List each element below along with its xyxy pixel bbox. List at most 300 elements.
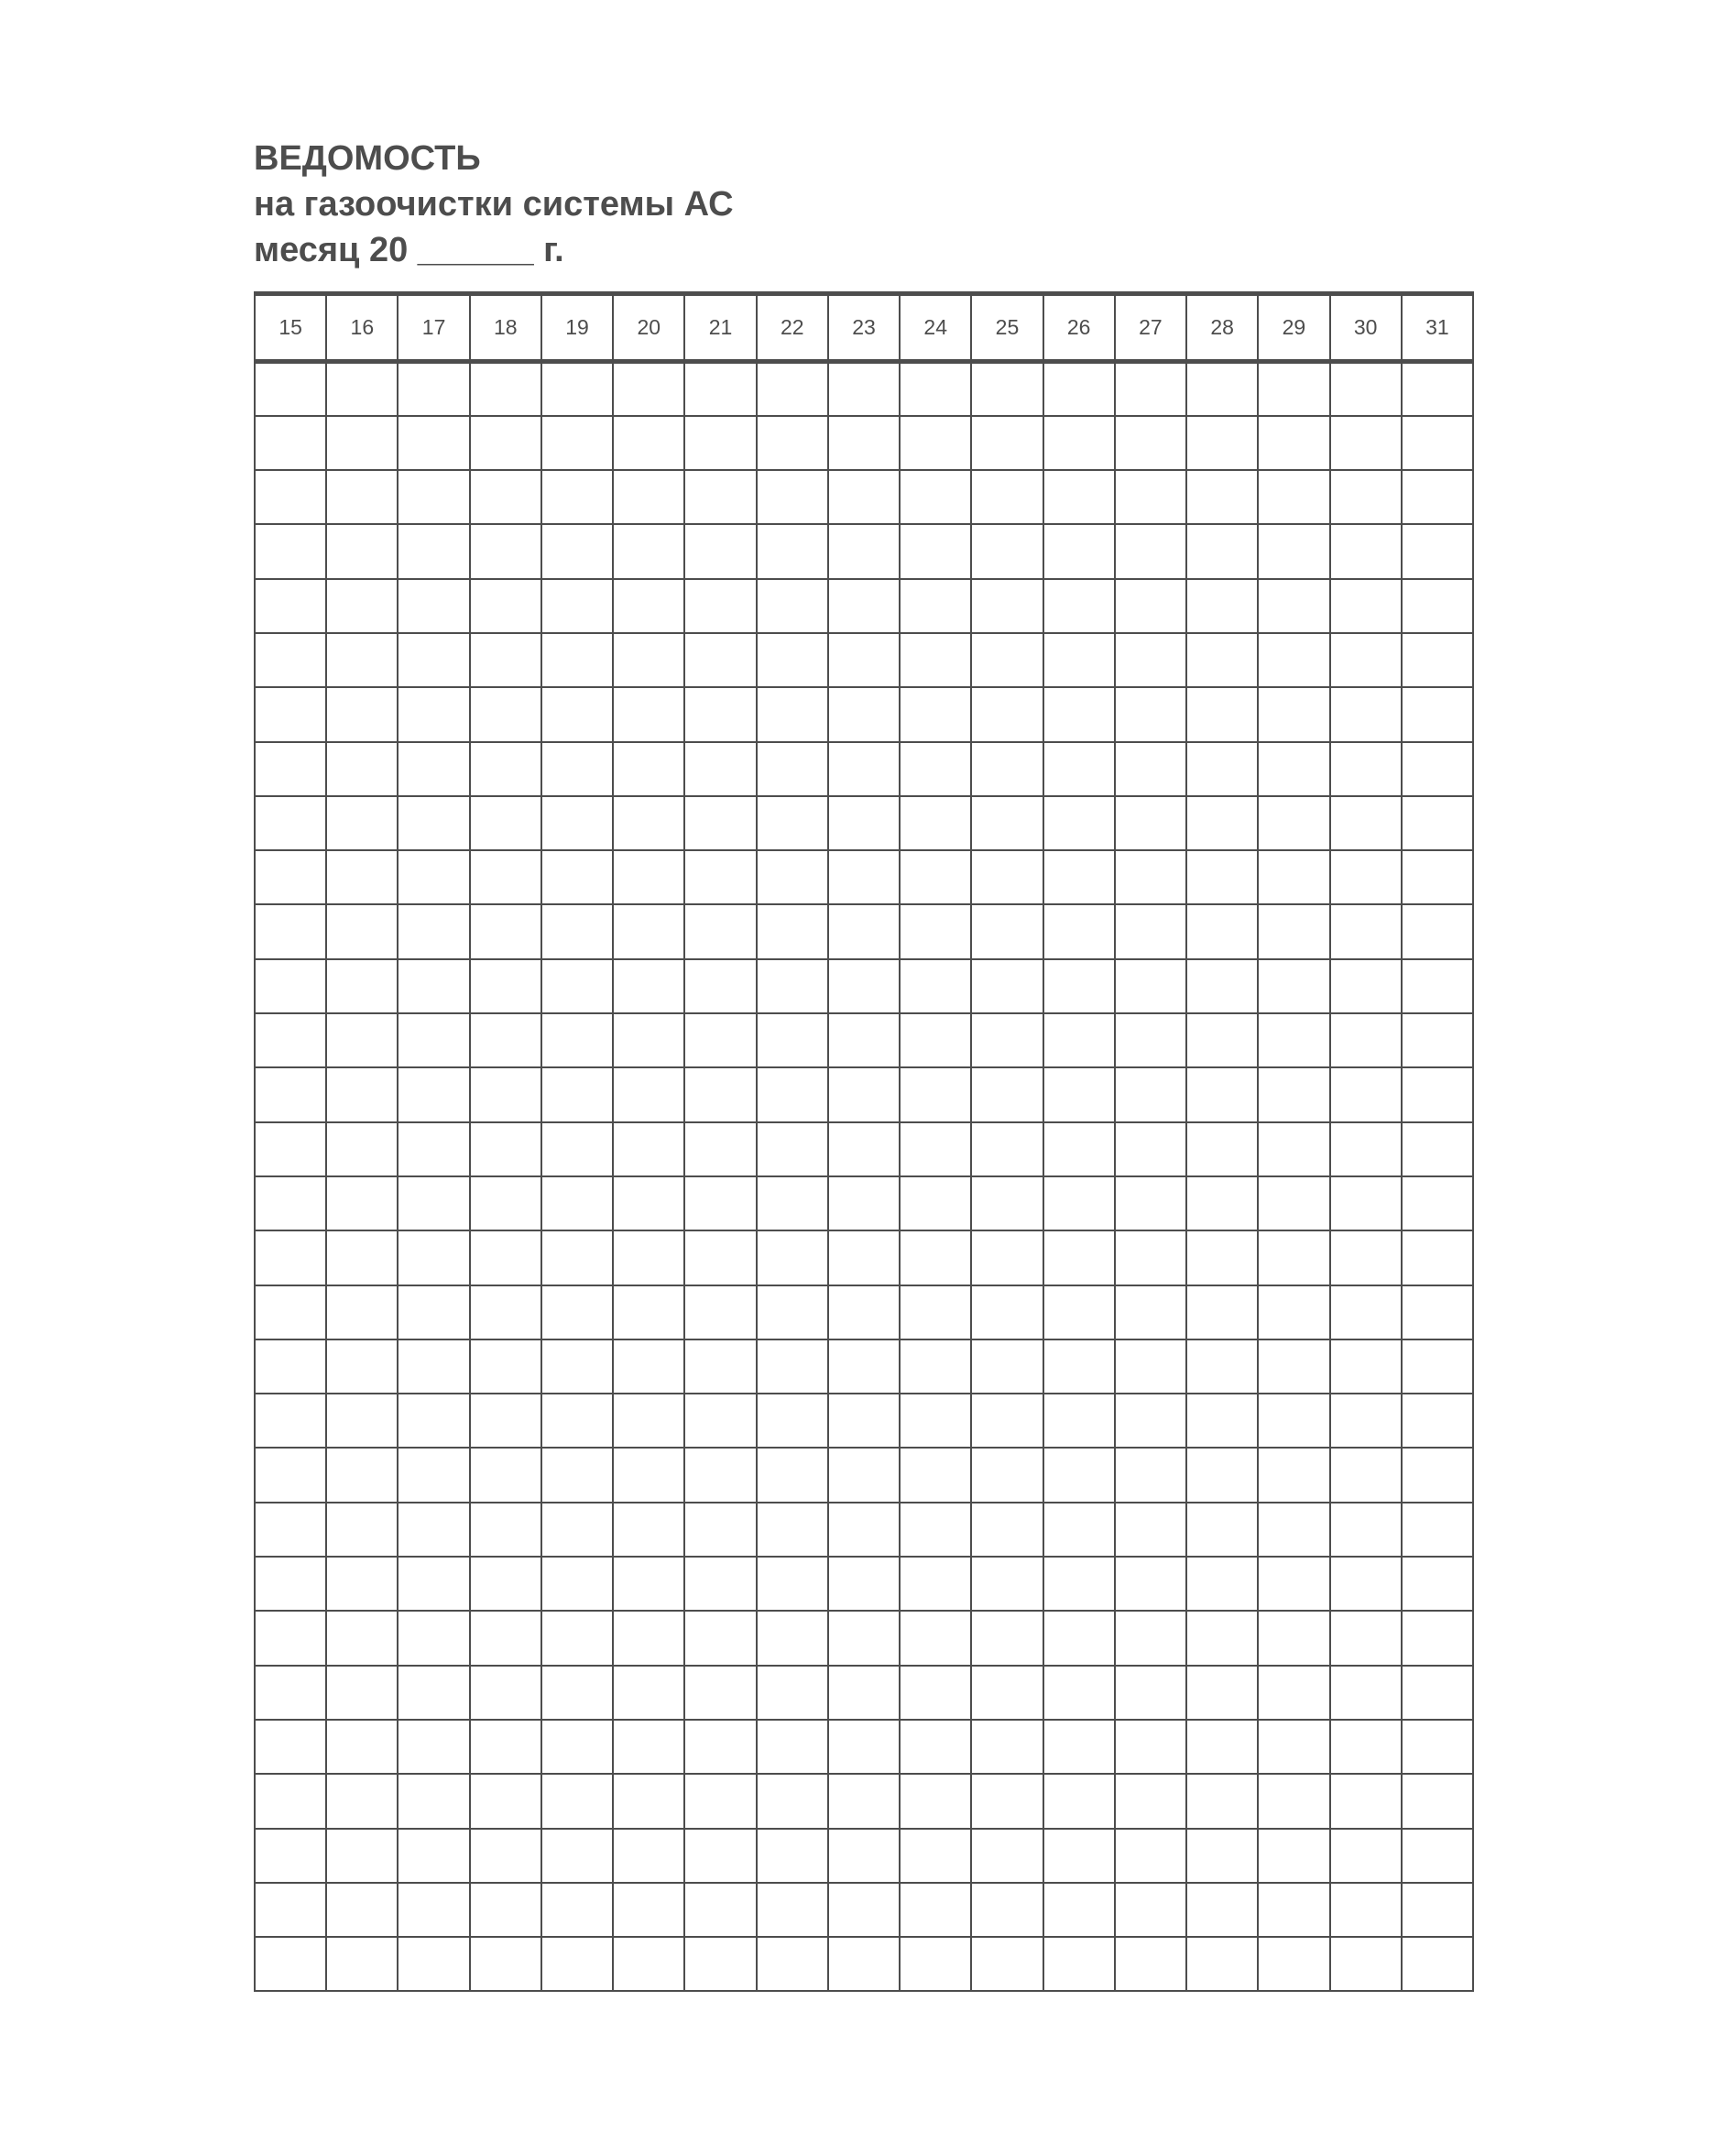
table-cell (971, 687, 1043, 741)
table-cell (1258, 1013, 1329, 1067)
table-cell (255, 687, 326, 741)
column-header-day: 31 (1402, 294, 1473, 362)
table-cell (470, 796, 541, 850)
table-cell (255, 742, 326, 796)
table-cell (398, 416, 469, 470)
table-body (255, 362, 1473, 1992)
table-cell (470, 1503, 541, 1557)
table-cell (470, 1394, 541, 1448)
column-header-day: 30 (1330, 294, 1402, 362)
table-row (255, 1720, 1473, 1774)
table-cell (684, 1122, 756, 1176)
table-cell (684, 362, 756, 416)
table-cell (255, 362, 326, 416)
table-cell (757, 1774, 828, 1828)
table-cell (1402, 1067, 1473, 1121)
table-cell (1186, 687, 1258, 741)
table-cell (684, 1448, 756, 1502)
table-cell (326, 850, 398, 904)
table-cell (255, 1774, 326, 1828)
column-header-day: 28 (1186, 294, 1258, 362)
table-cell (255, 904, 326, 958)
table-cell (1186, 1503, 1258, 1557)
table-cell (398, 1285, 469, 1339)
table-cell (541, 1122, 613, 1176)
table-cell (900, 1774, 971, 1828)
table-row (255, 959, 1473, 1013)
table-cell (1115, 1013, 1186, 1067)
log-table (254, 291, 1474, 1992)
table-cell (613, 579, 684, 633)
table-cell (1186, 1067, 1258, 1121)
column-header-day: 17 (398, 294, 469, 362)
table-cell (900, 796, 971, 850)
table-cell (541, 633, 613, 687)
table-cell (398, 796, 469, 850)
table-cell (828, 1557, 900, 1611)
table-cell (1258, 1339, 1329, 1394)
table-cell (1186, 524, 1258, 578)
table-cell (541, 1829, 613, 1883)
table-cell (398, 470, 469, 524)
table-cell (1043, 1611, 1115, 1665)
table-cell (1402, 416, 1473, 470)
table-cell (757, 1557, 828, 1611)
table-row (255, 416, 1473, 470)
table-cell (828, 1394, 900, 1448)
table-cell (828, 1176, 900, 1230)
table-cell (1115, 904, 1186, 958)
table-cell (1402, 687, 1473, 741)
table-cell (684, 1503, 756, 1557)
table-cell (757, 1666, 828, 1720)
table-cell (828, 633, 900, 687)
table-cell (1402, 1557, 1473, 1611)
table-cell (1330, 742, 1402, 796)
table-cell (971, 1557, 1043, 1611)
table-row (255, 362, 1473, 416)
table-cell (470, 1883, 541, 1937)
table-cell (1186, 1611, 1258, 1665)
table-cell (1330, 1937, 1402, 1991)
table-cell (900, 1503, 971, 1557)
table-cell (541, 524, 613, 578)
table-cell (1330, 1557, 1402, 1611)
table-cell (971, 633, 1043, 687)
table-cell (971, 1666, 1043, 1720)
table-cell (900, 1448, 971, 1502)
table-cell (971, 959, 1043, 1013)
table-cell (541, 1013, 613, 1067)
table-cell (470, 1666, 541, 1720)
table-cell (470, 579, 541, 633)
table-cell (1258, 1611, 1329, 1665)
table-cell (900, 1937, 971, 1991)
table-cell (757, 1829, 828, 1883)
table-cell (1330, 1720, 1402, 1774)
table-cell (1186, 1285, 1258, 1339)
table-cell (1115, 1503, 1186, 1557)
table-cell (1186, 850, 1258, 904)
table-cell (1330, 1394, 1402, 1448)
table-cell (757, 796, 828, 850)
table-cell (398, 1503, 469, 1557)
table-cell (398, 1557, 469, 1611)
table-cell (255, 1720, 326, 1774)
table-cell (1258, 1883, 1329, 1937)
table-cell (1330, 904, 1402, 958)
table-cell (900, 524, 971, 578)
table-cell (470, 959, 541, 1013)
table-cell (757, 904, 828, 958)
table-cell (757, 524, 828, 578)
table-cell (1402, 1448, 1473, 1502)
table-cell (757, 1339, 828, 1394)
table-cell (900, 1394, 971, 1448)
table-cell (613, 1176, 684, 1230)
table-cell (757, 1448, 828, 1502)
table-cell (613, 362, 684, 416)
table-cell (1258, 1067, 1329, 1121)
table-cell (1186, 1339, 1258, 1394)
table-cell (541, 1339, 613, 1394)
table-row (255, 1394, 1473, 1448)
table-cell (613, 1122, 684, 1176)
table-cell (900, 633, 971, 687)
table-cell (971, 1176, 1043, 1230)
table-cell (470, 1067, 541, 1121)
table-cell (326, 524, 398, 578)
table-cell (828, 1883, 900, 1937)
table-cell (1186, 1774, 1258, 1828)
table-cell (684, 904, 756, 958)
table-row (255, 1829, 1473, 1883)
table-cell (900, 687, 971, 741)
table-cell (326, 416, 398, 470)
table-cell (613, 796, 684, 850)
table-cell (613, 1230, 684, 1285)
table-cell (470, 904, 541, 958)
table-cell (398, 1611, 469, 1665)
table-cell (828, 470, 900, 524)
table-cell (541, 1557, 613, 1611)
table-cell (1043, 1013, 1115, 1067)
table-cell (1115, 416, 1186, 470)
table-cell (1402, 904, 1473, 958)
table-cell (828, 1829, 900, 1883)
table-cell (828, 1285, 900, 1339)
table-row (255, 1666, 1473, 1720)
column-header-day: 29 (1258, 294, 1329, 362)
table-cell (971, 1122, 1043, 1176)
table-cell (971, 1829, 1043, 1883)
table-cell (1043, 1448, 1115, 1502)
table-row (255, 579, 1473, 633)
table-cell (255, 1285, 326, 1339)
table-cell (1115, 470, 1186, 524)
table-cell (470, 524, 541, 578)
table-cell (255, 1176, 326, 1230)
table-cell (1258, 904, 1329, 958)
table-cell (326, 579, 398, 633)
table-cell (470, 1230, 541, 1285)
table-cell (1402, 1883, 1473, 1937)
table-cell (1330, 1230, 1402, 1285)
table-cell (470, 1829, 541, 1883)
table-cell (326, 1611, 398, 1665)
table-cell (1043, 1829, 1115, 1883)
table-cell (1186, 1829, 1258, 1883)
table-cell (1402, 633, 1473, 687)
table-cell (971, 362, 1043, 416)
table-cell (828, 1720, 900, 1774)
table-cell (1186, 1122, 1258, 1176)
table-cell (1258, 524, 1329, 578)
table-cell (541, 1230, 613, 1285)
table-cell (1330, 796, 1402, 850)
table-cell (255, 1230, 326, 1285)
table-cell (1043, 1285, 1115, 1339)
table-cell (1258, 742, 1329, 796)
table-cell (1330, 1829, 1402, 1883)
table-cell (757, 1013, 828, 1067)
table-cell (684, 1176, 756, 1230)
table-cell (1402, 362, 1473, 416)
table-cell (613, 416, 684, 470)
table-cell (1115, 524, 1186, 578)
table-cell (971, 1394, 1043, 1448)
table-cell (1115, 1774, 1186, 1828)
table-row (255, 1122, 1473, 1176)
table-cell (971, 524, 1043, 578)
table-cell (326, 742, 398, 796)
table-cell (684, 1720, 756, 1774)
column-header-day: 16 (326, 294, 398, 362)
table-cell (900, 742, 971, 796)
table-cell (757, 1122, 828, 1176)
table-cell (1186, 1230, 1258, 1285)
table-cell (1115, 1937, 1186, 1991)
table-cell (398, 1013, 469, 1067)
table-cell (900, 579, 971, 633)
table-cell (613, 1937, 684, 1991)
table-cell (684, 1829, 756, 1883)
table-cell (1186, 633, 1258, 687)
table-cell (398, 1937, 469, 1991)
column-header-day: 22 (757, 294, 828, 362)
table-cell (1043, 524, 1115, 578)
table-cell (541, 742, 613, 796)
table-cell (1258, 796, 1329, 850)
table-cell (1115, 1176, 1186, 1230)
table-cell (684, 1883, 756, 1937)
table-row (255, 850, 1473, 904)
table-cell (541, 579, 613, 633)
table-cell (900, 904, 971, 958)
table-cell (326, 904, 398, 958)
table-cell (757, 742, 828, 796)
column-header-day: 26 (1043, 294, 1115, 362)
table-cell (613, 1611, 684, 1665)
table-cell (684, 1285, 756, 1339)
table-cell (398, 362, 469, 416)
table-cell (326, 959, 398, 1013)
table-cell (757, 850, 828, 904)
table-cell (1186, 579, 1258, 633)
table-cell (541, 1666, 613, 1720)
table-cell (684, 687, 756, 741)
table-cell (900, 959, 971, 1013)
table-cell (757, 633, 828, 687)
table-cell (470, 1176, 541, 1230)
table-cell (613, 1394, 684, 1448)
table-cell (326, 470, 398, 524)
table-row (255, 1013, 1473, 1067)
table-cell (1043, 1720, 1115, 1774)
table-cell (1043, 1503, 1115, 1557)
table-cell (971, 1937, 1043, 1991)
table-cell (971, 1611, 1043, 1665)
table-cell (1402, 524, 1473, 578)
table-cell (900, 1829, 971, 1883)
table-cell (1115, 1720, 1186, 1774)
table-row (255, 904, 1473, 958)
table-cell (1115, 1122, 1186, 1176)
table-cell (1186, 1883, 1258, 1937)
table-cell (613, 742, 684, 796)
table-cell (398, 1829, 469, 1883)
table-cell (757, 470, 828, 524)
table-cell (1186, 959, 1258, 1013)
table-cell (1402, 1937, 1473, 1991)
table-cell (541, 959, 613, 1013)
table-cell (1043, 1122, 1115, 1176)
table-cell (900, 1883, 971, 1937)
table-cell (326, 1230, 398, 1285)
table-row (255, 1937, 1473, 1991)
table-cell (1043, 1230, 1115, 1285)
table-cell (1258, 1720, 1329, 1774)
table-cell (1330, 524, 1402, 578)
table-row (255, 687, 1473, 741)
table-cell (1330, 1285, 1402, 1339)
table-cell (613, 1883, 684, 1937)
table-cell (1115, 1666, 1186, 1720)
table-cell (1043, 904, 1115, 958)
table-cell (900, 1666, 971, 1720)
table-cell (1043, 687, 1115, 741)
table-cell (757, 959, 828, 1013)
table-cell (1186, 742, 1258, 796)
table-cell (1330, 1883, 1402, 1937)
table-cell (1258, 1448, 1329, 1502)
table-cell (1115, 959, 1186, 1013)
table-cell (1186, 1666, 1258, 1720)
column-header-day: 18 (470, 294, 541, 362)
table-cell (1258, 1176, 1329, 1230)
table-cell (541, 470, 613, 524)
table-cell (1043, 470, 1115, 524)
table-cell (1402, 1339, 1473, 1394)
table-cell (1258, 579, 1329, 633)
table-cell (470, 1611, 541, 1665)
table-row (255, 1448, 1473, 1502)
table-cell (470, 1013, 541, 1067)
table-cell (255, 959, 326, 1013)
table-row (255, 1774, 1473, 1828)
table-cell (1402, 959, 1473, 1013)
table-cell (613, 1720, 684, 1774)
table-cell (757, 1067, 828, 1121)
table-cell (1115, 742, 1186, 796)
table-cell (684, 796, 756, 850)
table-cell (326, 1720, 398, 1774)
table-cell (1402, 1285, 1473, 1339)
table-cell (1043, 1067, 1115, 1121)
table-cell (541, 1067, 613, 1121)
table-cell (900, 1067, 971, 1121)
table-cell (1258, 470, 1329, 524)
table-cell (900, 1339, 971, 1394)
table-cell (971, 1339, 1043, 1394)
table-cell (255, 1937, 326, 1991)
table-cell (900, 1230, 971, 1285)
table-cell (255, 470, 326, 524)
table-cell (541, 1937, 613, 1991)
table-cell (1043, 362, 1115, 416)
column-header-day: 23 (828, 294, 900, 362)
table-cell (1186, 1394, 1258, 1448)
table-cell (470, 1720, 541, 1774)
table-cell (900, 1557, 971, 1611)
table-cell (255, 1611, 326, 1665)
table-cell (613, 850, 684, 904)
table-cell (326, 1883, 398, 1937)
table-cell (255, 524, 326, 578)
table-cell (613, 633, 684, 687)
table-cell (828, 1122, 900, 1176)
table-cell (1402, 1230, 1473, 1285)
table-cell (1043, 850, 1115, 904)
table-cell (1402, 1503, 1473, 1557)
column-header-day: 25 (971, 294, 1043, 362)
table-cell (684, 1666, 756, 1720)
table-cell (255, 1067, 326, 1121)
table-cell (1115, 633, 1186, 687)
table-cell (326, 1503, 398, 1557)
table-cell (971, 1230, 1043, 1285)
table-cell (1330, 959, 1402, 1013)
table-cell (1043, 742, 1115, 796)
table-cell (828, 1230, 900, 1285)
table-cell (398, 1230, 469, 1285)
table-cell (757, 1176, 828, 1230)
table-cell (684, 1557, 756, 1611)
table-cell (541, 362, 613, 416)
table-row (255, 524, 1473, 578)
table-cell (971, 1720, 1043, 1774)
table-header (255, 294, 1473, 362)
table-cell (255, 416, 326, 470)
table-cell (684, 1067, 756, 1121)
table-cell (684, 470, 756, 524)
table-cell (1330, 362, 1402, 416)
table-cell (1402, 796, 1473, 850)
table-cell (255, 633, 326, 687)
table-cell (971, 1503, 1043, 1557)
table-cell (900, 1013, 971, 1067)
table-cell (1043, 1666, 1115, 1720)
